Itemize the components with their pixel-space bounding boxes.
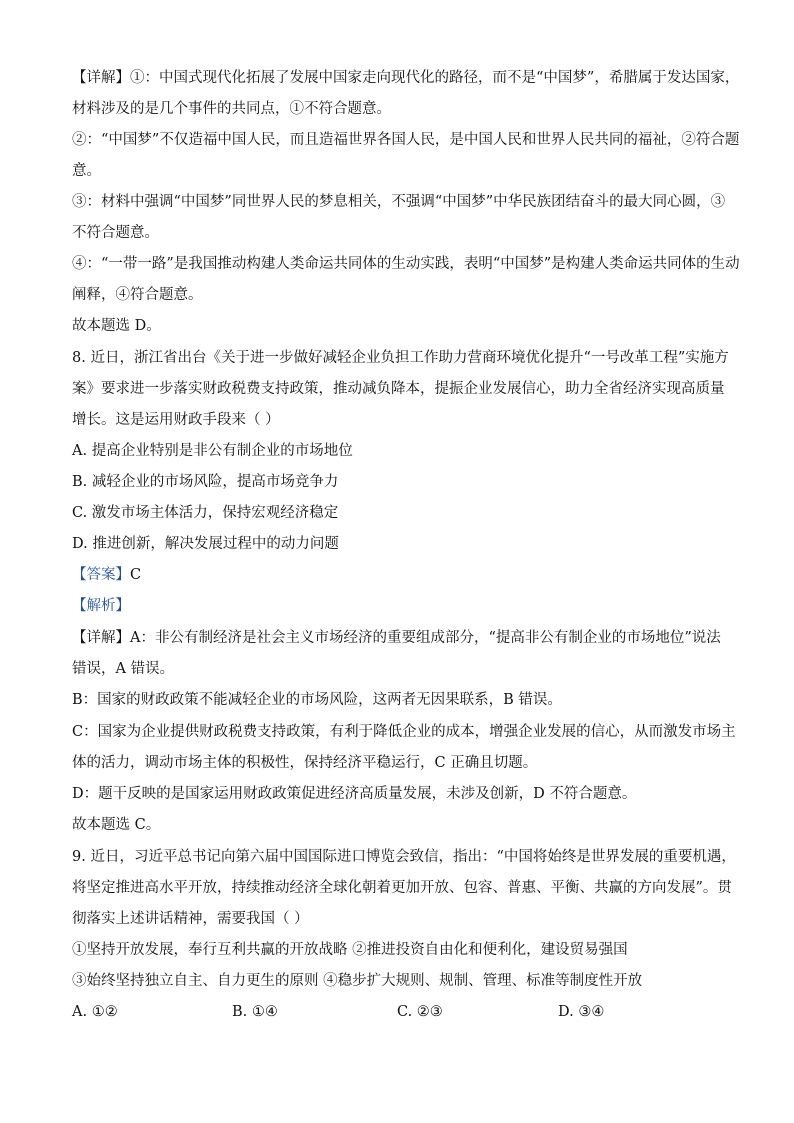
q7-detail-line-4: 意。 — [72, 163, 101, 179]
q9-choice-b: B. ①④ — [232, 1004, 278, 1020]
q8-option-b: B. 减轻企业的市场风险，提高市场竞争力 — [72, 474, 339, 490]
q8-answer — [72, 565, 722, 585]
answer-value: C — [130, 567, 142, 583]
q8-detail-line-6: D：题干反映的是国家运用财政政策促进经济高质量发展，未涉及创新，D 不符合题意。 — [72, 786, 637, 802]
q9-choice-c: C. ②③ — [397, 1004, 443, 1020]
q8-option-d: D. 推进创新，解决发展过程中的动力问题 — [72, 536, 339, 552]
q9-choice-d: D. ③④ — [558, 1004, 605, 1020]
q9-choice-a: A. ①② — [72, 1004, 118, 1020]
q7-detail-line-5: ③：材料中强调“中国梦”同世界人民的梦息相关，不强调“中国梦”中华民族团结奋斗的最大同心圆，③ — [72, 194, 726, 210]
q7-detail-line-1: 【详解】①：中国式现代化拓展了发展中国家走向现代化的路径，而不是“中国梦”，希腊属于发达国家， — [72, 70, 740, 86]
q8-detail-line-3: B：国家的财政政策不能减轻企业的市场风险，这两者无因果联系，B 错误。 — [72, 692, 562, 708]
q8-detail-line-1: 【详解】A：非公有制经济是社会主义市场经济的重要组成部分，“提高非公有制企业的市场地位”说法 — [72, 630, 721, 646]
q8-detail-line-5: 体的活力，调动市场主体的积极性，保持经济平稳运行，C 正确且切题。 — [72, 755, 538, 771]
q9-stem-line-2: 将坚定推进高水平开放，持续推动经济全球化朝着更加开放、包容、普惠、平衡、共赢的方向发展”。贯 — [72, 880, 732, 896]
q7-detail-line-3: ②：“中国梦”不仅造福中国人民，而且造福世界各国人民，是中国人民和世界人民共同的福祉，②符合题 — [72, 132, 740, 148]
q8-detail-line-4: C：国家为企业提供财政税费支持政策，有利于降低企业的成本，增强企业发展的信心，从而激发市场主 — [72, 724, 736, 740]
q7-detail-line-2: 材料涉及的是几个事件的共同点，①不符合题意。 — [72, 101, 391, 117]
q9-stem-line-1: 9. 近日，习近平总书记向第六届中国国际进口博览会致信，指出：“中国将始终是世界发展的重要机遇， — [72, 849, 736, 865]
q8-detail-line-2: 错误，A 错误。 — [72, 661, 175, 677]
q8-option-a: A. 提高企业特别是非公有制企业的市场地位 — [72, 443, 353, 459]
q8-option-c: C. 激发市场主体活力，保持宏观经济稳定 — [72, 505, 339, 521]
q8-stem-line-3: 增长。这是运用财政手段来（ ） — [72, 412, 280, 428]
q9-stem-line-3: 彻落实上述讲话精神，需要我国（ ） — [72, 911, 309, 927]
q8-stem-line-2: 案》要求进一步落实财政税费支持政策，推动减负降本，提振企业发展信心，助力全省经济实现高质量 — [72, 381, 725, 397]
answer-label: 【答案】 — [72, 567, 130, 583]
q9-statements-line-2: ③始终坚持独立自主、自力更生的原则 ④稳步扩大规则、规制、管理、标准等制度性开放 — [72, 973, 643, 989]
q8-analysis-label: 【解析】 — [72, 598, 130, 614]
q8-conclusion: 故本题选 C。 — [72, 817, 161, 833]
q7-detail-line-8: 阐释，④符合题意。 — [72, 287, 203, 303]
q8-stem-line-1: 8. 近日，浙江省出台《关于进一步做好减轻企业负担工作助力营商环境优化提升“一号改革工程”实施方 — [72, 350, 729, 366]
q7-detail-line-6: 不符合题意。 — [72, 225, 159, 241]
q7-conclusion: 故本题选 D。 — [72, 318, 161, 334]
q7-detail-line-7: ④：“一带一路”是我国推动构建人类命运共同体的生动实践，表明“中国梦”是构建人类命运共同体的生动 — [72, 256, 740, 272]
q9-statements-line-1: ①坚持开放发展，奉行互利共赢的开放战略 ②推进投资自由化和便利化，建设贸易强国 — [72, 942, 628, 958]
